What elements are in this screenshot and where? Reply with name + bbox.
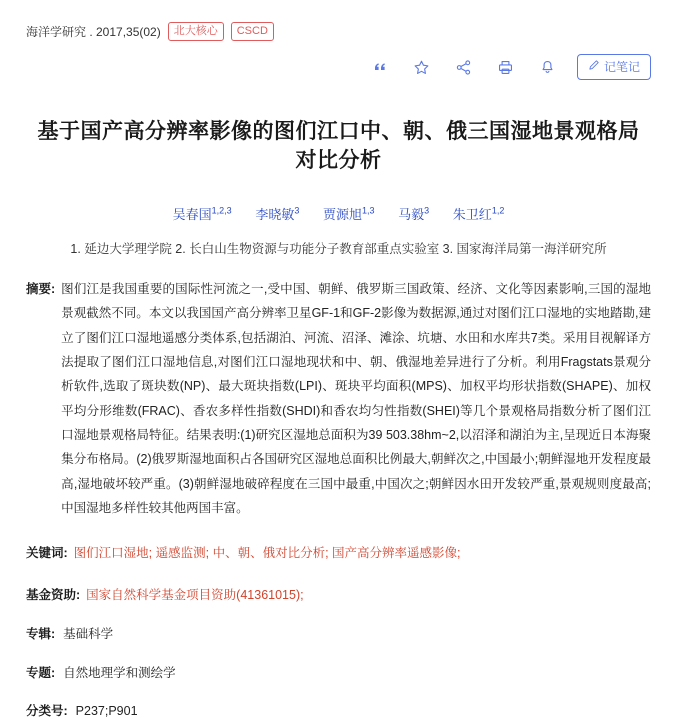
- action-toolbar: [0, 41, 677, 83]
- author-item[interactable]: [255, 204, 299, 223]
- keywords-label: 关键词:: [26, 545, 68, 560]
- author-name: 马毅: [398, 206, 425, 222]
- author-name: 朱卫红: [452, 206, 492, 222]
- print-icon[interactable]: [493, 54, 519, 80]
- author-affiliation-marker: 1,2,3: [211, 205, 232, 216]
- author-name: 吴春国: [172, 206, 212, 222]
- pencil-icon: [588, 59, 600, 75]
- page-title: 基于国产高分辨率影像的图们江口中、朝、俄三国湿地景观格局对比分析: [37, 120, 640, 173]
- topic-text[interactable]: 自然地理学和测绘学: [63, 665, 176, 680]
- badge-cscd: CSCD: [231, 22, 274, 41]
- fund-text[interactable]: 国家自然科学基金项目资助(41361015);: [86, 587, 304, 602]
- quote-icon[interactable]: [367, 54, 393, 80]
- classification-text[interactable]: P237;P901: [75, 704, 138, 719]
- keywords-section: [0, 541, 677, 565]
- star-icon[interactable]: [409, 54, 435, 80]
- author-item[interactable]: [323, 204, 375, 223]
- abstract-text: 图们江是我国重要的国际性河流之一,受中国、朝鲜、俄罗斯三国政策、经济、文化等因素影响,三国的湿地景观截然不同。本文以我国国产高分辨率卫星GF-1和GF-2影像为数据源,通过对图们江口湿地的实地踏勘,建立了图们江口湿地遥感分类体系,包括湖泊、河流、沼泽、滩涂、坑塘、水田和水库共7类。采用目视解译方法提取了图们江口湿地信息,对图们江口湿地现状和中、朝、俄湿地差异进行了分析。利用Fragstats景观分析软件,选取了斑块数(NP)、最大斑块指数(LPI)、斑块平均面积(MPS)、加权平均形状指数(SHAPE)、加权平均分形维数(FRAC)、香农多样性指数(SHDI)和香农均匀性指数(SHEI)等几个景观格局指数分析了图们江口湿地景观格局特征。结果表明:(1)研究区湿地总面积为39 503.38hm~2,以沼泽和湖泊为主,呈现近日本海聚集分布格局。(2)俄罗斯湿地面积占各国研究区湿地总面积比例最大,朝鲜次之,中国最小;朝鲜湿地开发程度最高,湿地破坏较严重。(3)朝鲜湿地破碎程度在三国中最重,中国次之;朝鲜因水田开发较严重,景观规则度最高;中国湿地多样性较其他两国丰富。: [61, 281, 651, 516]
- author-name: 贾源旭: [322, 206, 362, 222]
- take-note-label: 记笔记: [603, 60, 640, 74]
- fund-section: [0, 583, 677, 607]
- topic-section: [0, 662, 677, 685]
- author-list: [0, 204, 677, 223]
- author-affiliation-marker: 3: [424, 205, 430, 216]
- take-note-button[interactable]: [577, 54, 651, 80]
- series-label: 专辑:: [26, 627, 56, 642]
- classification-label: 分类号:: [26, 704, 68, 719]
- journal-bar: [0, 0, 677, 41]
- topic-label: 专题:: [26, 665, 56, 680]
- author-item[interactable]: [173, 204, 232, 223]
- bell-icon[interactable]: [535, 54, 561, 80]
- affiliation-list: 1. 延边大学理学院 2. 长白山生物资源与功能分子教育部重点实验室 3. 国家海洋局第一海洋研究所: [70, 241, 607, 256]
- author-affiliation-marker: 1,3: [362, 205, 375, 216]
- abstract-section: [0, 277, 677, 521]
- author-affiliation-marker: 3: [294, 205, 300, 216]
- abstract-label: 摘要:: [26, 281, 56, 296]
- author-name: 李晓敏: [255, 206, 295, 222]
- classification-section: [0, 700, 677, 723]
- author-affiliation-marker: 1,2: [491, 205, 505, 216]
- author-item[interactable]: [453, 204, 505, 223]
- badge-core: 北大核心: [168, 22, 224, 41]
- journal-name[interactable]: 海洋学研究 . 2017,35(02): [26, 25, 161, 39]
- keywords-text[interactable]: 图们江口湿地; 遥感监测; 中、朝、俄对比分析; 国产高分辨率遥感影像;: [73, 545, 461, 560]
- series-text[interactable]: 基础科学: [63, 627, 114, 642]
- author-item[interactable]: [398, 204, 429, 223]
- series-section: [0, 623, 677, 646]
- fund-label: 基金资助:: [26, 587, 81, 602]
- share-icon[interactable]: [451, 54, 477, 80]
